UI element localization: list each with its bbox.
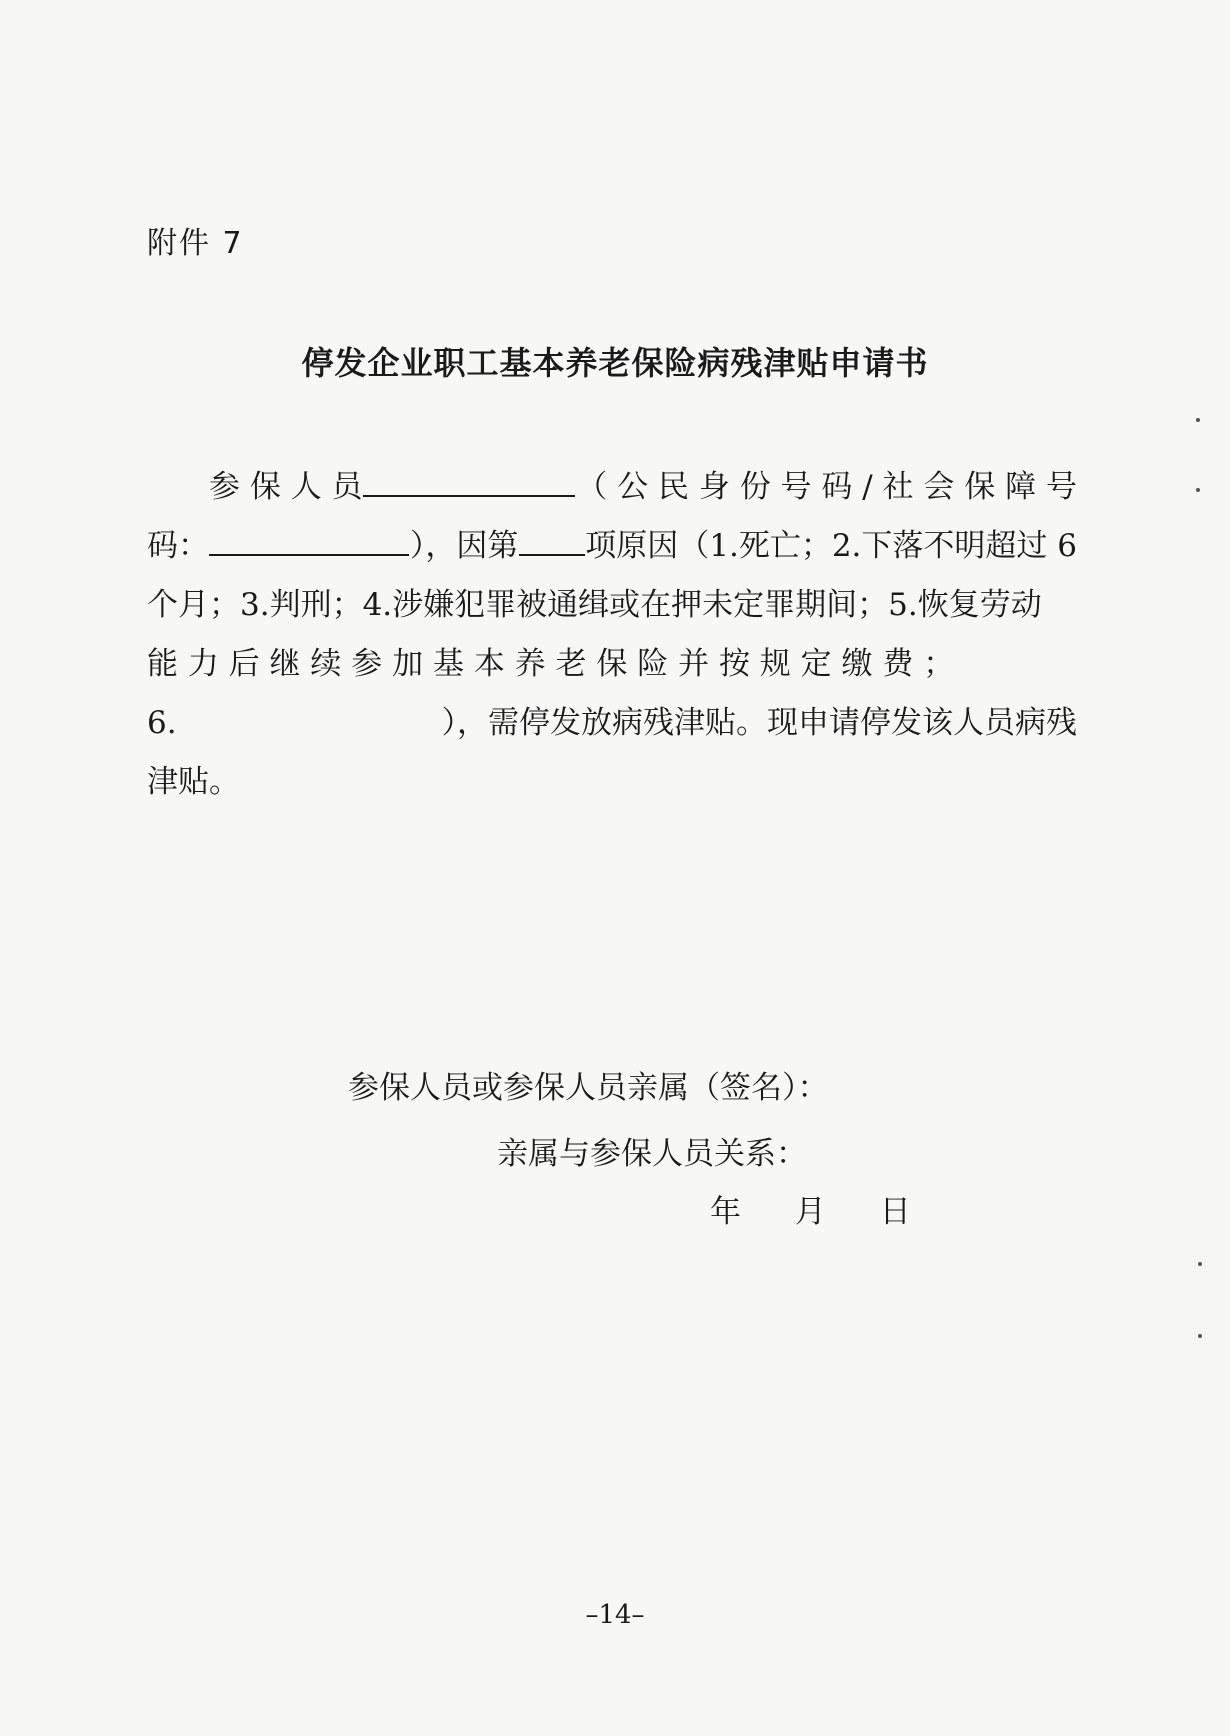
request-statement: ），需停发放病残津贴。现申请停发该人员病残: [441, 705, 1077, 741]
reason-prefix: ），因第: [409, 528, 519, 564]
reason-list-middle: 个月；3.判刑；4.涉嫌犯罪被通缉或在押未定罪期间；5.恢复劳动: [147, 587, 1042, 623]
body-line-3: [147, 576, 1077, 635]
body-line-1: [147, 458, 1077, 517]
reason-list-start: 项原因（1.死亡；2.下落不明超过 6: [585, 528, 1077, 564]
reason-list-item-5: 能 力 后 继 续 参 加 基 本 养 老 保 险 并 按 规 定 缴 费 ；: [147, 646, 955, 682]
page-number: –14–: [585, 1600, 645, 1630]
body-line-5: [147, 694, 1077, 753]
insured-person-label: 参 保 人 员: [209, 469, 363, 505]
body-line-4: [147, 635, 1077, 694]
month-label: 月: [794, 1194, 826, 1230]
reason-item-6-label: 6.: [147, 705, 177, 741]
scan-speck: [1198, 1262, 1202, 1266]
insured-person-name-blank[interactable]: [363, 467, 575, 497]
reason-number-blank[interactable]: [519, 526, 585, 556]
id-number-blank[interactable]: [209, 526, 409, 556]
application-body: [147, 458, 1077, 812]
body-line-6: [147, 753, 1077, 812]
date-line: [710, 1186, 911, 1231]
scan-speck: [1196, 418, 1200, 422]
code-label: 码：: [147, 528, 209, 564]
day-label: 日: [879, 1194, 911, 1230]
document-title: 停发企业职工基本养老保险病残津贴申请书: [301, 344, 929, 382]
id-number-label: （ 公 民 身 份 号 码 / 社 会 保 障 号: [576, 469, 1077, 505]
relation-label: 亲属与参保人员关系：: [497, 1136, 807, 1172]
signer-label: 参保人员或参保人员亲属（签名）：: [348, 1070, 829, 1106]
attachment-label: 附件 7: [147, 226, 244, 261]
year-label: 年: [710, 1194, 741, 1230]
scan-speck: [1198, 1334, 1202, 1338]
body-line-2: [147, 517, 1077, 576]
scan-speck: [1196, 488, 1200, 492]
request-statement-end: 津贴。: [147, 764, 240, 800]
